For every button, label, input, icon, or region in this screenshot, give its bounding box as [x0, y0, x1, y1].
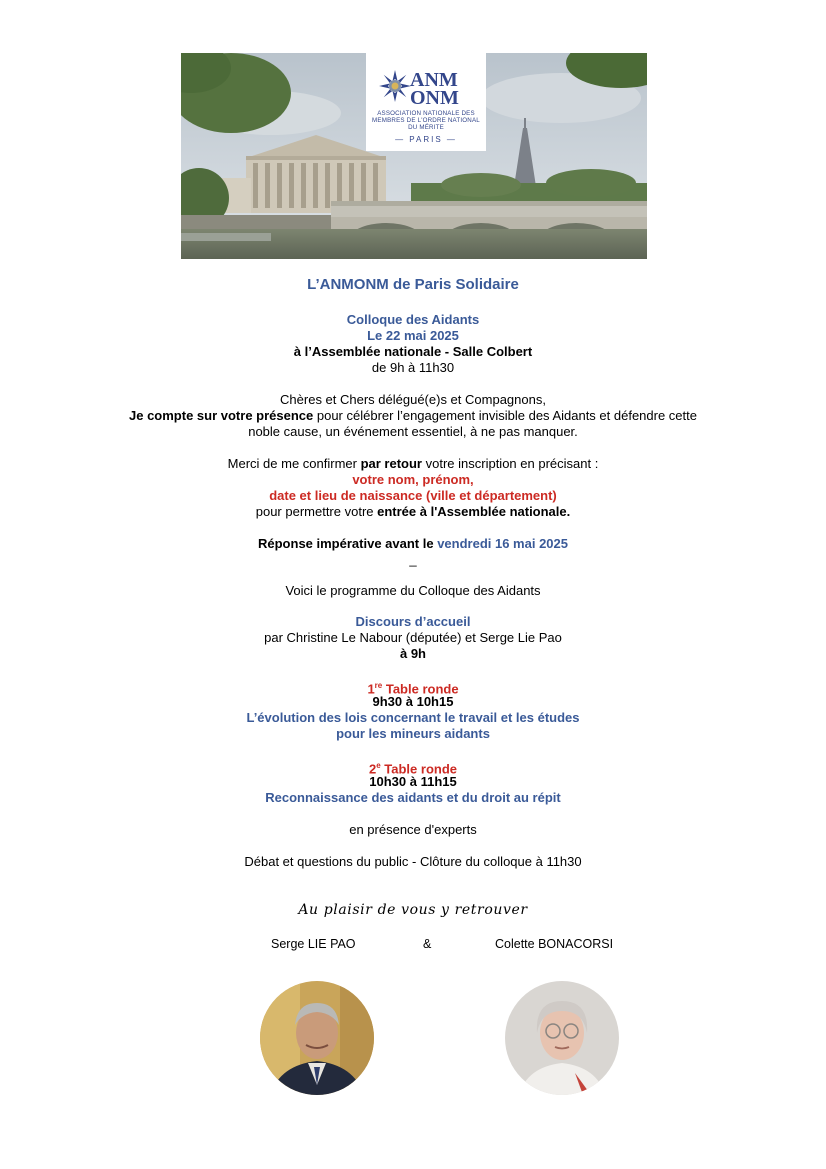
purpose-pre: pour permettre votre [255, 504, 378, 519]
required-name: votre nom, prénom, [352, 472, 474, 487]
program-intro: Voici le programme du Colloque des Aidants [285, 583, 541, 598]
table1-time: 9h30 à 10h15 [372, 694, 454, 709]
portrait-2-image [505, 981, 619, 1095]
confirm-purpose [0, 504, 826, 520]
ampersand: & [423, 937, 432, 951]
table2-num: 2 [368, 761, 377, 777]
event-hours: de 9h à 11h30 [371, 360, 455, 375]
page-title: L’ANMONM de Paris Solidaire [307, 276, 519, 293]
confirm-pre: Merci de me confirmer [227, 456, 361, 471]
purpose-bold: entrée à l'Assemblée nationale. [377, 504, 571, 519]
anmonm-logo [366, 53, 486, 151]
table1-label: Table ronde [382, 681, 459, 697]
table1-num: 1 [367, 681, 375, 697]
event-name: Colloque des Aidants [346, 312, 480, 327]
deadline-date: vendredi 16 mai 2025 [437, 536, 568, 551]
closing-note: Débat et questions du public - Clôture du colloque à 11h30 [244, 854, 582, 869]
table2-topic: Reconnaissance des aidants et du droit au répit [265, 790, 561, 805]
event-date: Le 22 mai 2025 [367, 328, 459, 343]
portrait-colette-bonacorsi [505, 981, 619, 1095]
deadline [0, 536, 826, 552]
portrait-serge-lie-pao [260, 981, 374, 1095]
intro-rest: pour célébrer l’engagement invisible des Aidants et défendre cette [313, 408, 697, 423]
table1-topic-1: L’évolution des lois concernant le travail et les études [246, 710, 580, 725]
table2-time: 10h30 à 11h15 [369, 774, 457, 789]
intro-bold: Je compte sur votre présence [129, 408, 314, 423]
separator-dash: _ [409, 552, 417, 567]
experts-note: en présence d'experts [349, 822, 477, 837]
portrait-1-image [260, 981, 374, 1095]
table2-label: Table ronde [380, 761, 457, 777]
required-birth: date et lieu de naissance (ville et département) [269, 488, 557, 503]
deadline-label: Réponse impérative avant le [258, 536, 438, 551]
logo-city: — PARIS — [395, 135, 457, 144]
event-venue: à l’Assemblée nationale - Salle Colbert [293, 344, 533, 359]
confirm-bold: par retour [360, 456, 422, 471]
confirm-line [0, 456, 826, 472]
greeting: Chères et Chers délégué(e)s et Compagnons, [280, 392, 546, 407]
logo-onm-text: ONM [410, 87, 459, 109]
welcome-speakers: par Christine Le Nabour (députée) et Serge Lie Pao [264, 630, 562, 645]
signoff-phrase: Au plaisir de vous y retrouver [298, 902, 528, 918]
confirm-post: votre inscription en précisant : [422, 456, 599, 471]
welcome-title: Discours d’accueil [355, 614, 471, 629]
signatory-1: Serge LIE PAO [271, 937, 356, 951]
intro-line-3: noble cause, un événement essentiel, à ne pas manquer. [248, 424, 578, 439]
order-star-icon [378, 69, 412, 103]
intro-line-2 [0, 408, 826, 424]
welcome-time: à 9h [399, 646, 426, 661]
table2-sup: e [376, 761, 381, 770]
logo-anm-text: ANM [410, 69, 458, 91]
signatory-2: Colette BONACORSI [495, 937, 614, 951]
header-photo [181, 53, 647, 259]
table1-sup: re [374, 681, 383, 690]
logo-wordmark [410, 71, 480, 107]
logo-subtitle: ASSOCIATION NATIONALE DES MEMBRES DE L'ORDRE NATIONAL DU MÉRITE [372, 110, 480, 131]
table1-topic-2: pour les mineurs aidants [336, 726, 490, 741]
